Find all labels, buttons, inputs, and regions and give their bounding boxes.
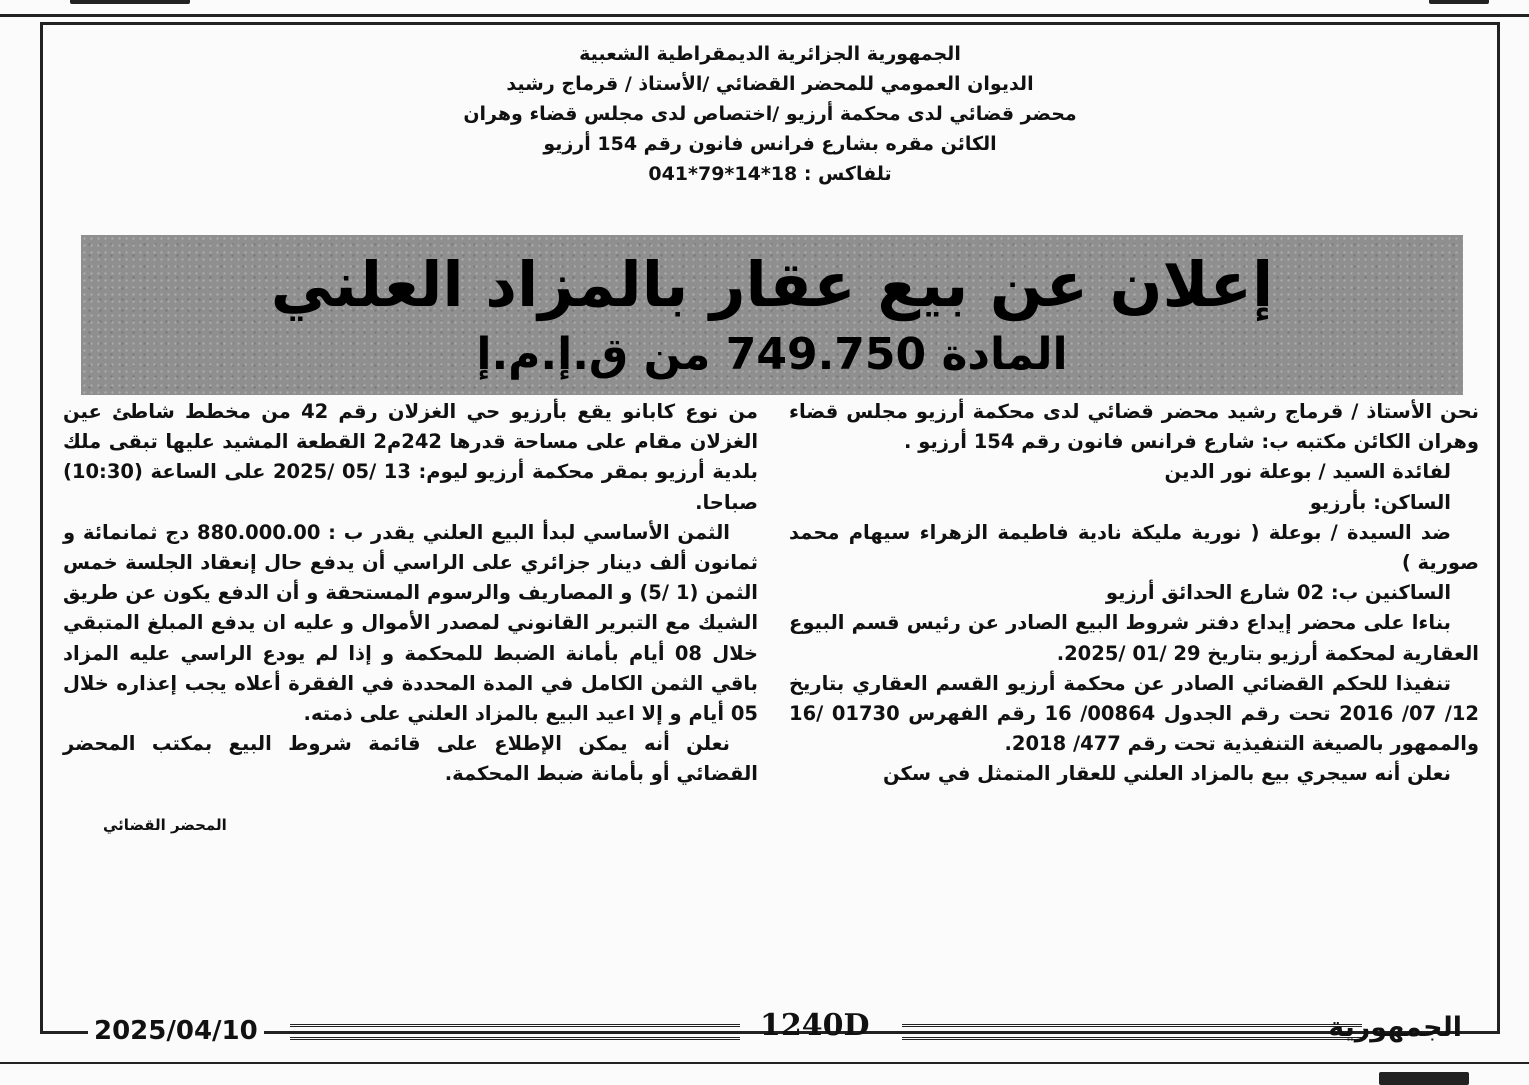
top-fragment-left bbox=[70, 0, 190, 4]
bottom-fragment bbox=[1379, 1072, 1469, 1085]
left-column bbox=[63, 397, 758, 840]
top-rule bbox=[0, 0, 1529, 17]
header-line-3: محضر قضائي لدى محكمة أرزيو /اختصاص لدى مجلس قضاء وهران bbox=[463, 103, 1077, 125]
header-line-5: تلفاكس : 18*14*79*041 bbox=[648, 163, 892, 185]
header-line-1: الجمهورية الجزائرية الديمقراطية الشعبية bbox=[579, 43, 961, 65]
paragraph: من نوع كابانو يقع بأرزيو حي الغزلان رقم 42 من مخطط شاطئ عين الغزلان مقام على مساحة قدرها 242م2 القطعة المشيد عليها تبقى ملك بلدية أرزيو بمقر محكمة أرزيو ليوم: 13 /05 /2025 على الساعة (10:30) صباحا. bbox=[63, 400, 758, 514]
paragraph: لفائدة السيد / بوعلة نور الدين bbox=[1164, 460, 1451, 484]
header-line-2: الديوان العمومي للمحضر القضائي /الأستاذ / قرماج رشيد bbox=[506, 73, 1034, 95]
right-column bbox=[789, 397, 1479, 790]
banner-subtitle: المادة 749.750 من ق.إ.م.إ bbox=[476, 329, 1068, 380]
paragraph: نحن الأستاذ / قرماج رشيد محضر قضائي لدى محكمة أرزيو مجلس قضاء وهران الكائن مكتبه ب: شارع فرانس فانون رقم 154 أرزيو . bbox=[789, 400, 1479, 454]
newspaper-brand: الجمهورية bbox=[1328, 1012, 1462, 1043]
footer-rule-right bbox=[902, 1024, 1362, 1040]
footer-code: 1240D bbox=[760, 1008, 870, 1043]
footer-rule-left bbox=[290, 1024, 740, 1040]
top-fragment-right bbox=[1429, 0, 1489, 4]
paragraph: الساكنين ب: 02 شارع الحدائق أرزيو bbox=[1105, 581, 1451, 605]
notice-frame bbox=[40, 22, 1500, 1034]
paragraph: تنفيذا للحكم القضائي الصادر عن محكمة أرزيو القسم العقاري بتاريخ 12/ 07/ 2016 تحت رقم الجدول 00864/ 16 رقم الفهرس 01730 /16 والممهور بالصيغة التنفيذية تحت رقم 477/ 2018. bbox=[789, 671, 1479, 756]
notice-header bbox=[43, 39, 1497, 189]
auction-banner bbox=[81, 235, 1463, 395]
banner-title: إعلان عن بيع عقار بالمزاد العلني bbox=[270, 248, 1274, 321]
page-footer bbox=[40, 1008, 1500, 1052]
footer-date: 2025/04/10 bbox=[88, 1016, 264, 1046]
bottom-rule bbox=[0, 1062, 1529, 1064]
paragraph: نعلن أنه سيجري بيع بالمزاد العلني للعقار المتمثل في سكن bbox=[883, 762, 1451, 786]
paragraph: ضد السيدة / بوعلة ( نورية مليكة نادية فاطيمة الزهراء سيهام محمد صورية ) bbox=[789, 520, 1479, 575]
paragraph: الثمن الأساسي لبدأ البيع العلني يقدر ب : 880.000.00 دج ثمانمائة و ثمانون ألف دينار جزائري على الراسي أن يدفع حال إنعقاد الجلسة خمس الثمن (1 /5) و المصاريف والرسوم المستحقة و أن الدفع يكون عن طريق الشيك مع التبرير القانوني لمصدر الأموال و عليه ان يدفع المبلغ المتبقي خلال 08 أيام بأمانة الضبط للمحكمة و إذا لم يودع الراسي عليه المزاد باقي الثمن الكامل في المدة المحددة في الفقرة أعلاه يجب إعذاره خلال 05 أيام و إلا اعيد البيع بالمزاد العلني على ذمته. bbox=[63, 520, 758, 726]
paragraph: بناءا على محضر إيداع دفتر شروط البيع الصادر عن رئيس قسم البيوع العقارية لمحكمة أرزيو بتاريخ 29 /01 /2025. bbox=[789, 611, 1479, 665]
paragraph: نعلن أنه يمكن الإطلاع على قائمة شروط البيع بمكتب المحضر القضائي أو بأمانة ضبط المحكمة. bbox=[63, 732, 758, 786]
header-line-4: الكائن مقره بشارع فرانس فانون رقم 154 أرزيو bbox=[543, 133, 997, 155]
paragraph: الساكن: بأرزيو bbox=[1309, 490, 1451, 514]
signature: المحضر القضائي bbox=[103, 815, 227, 834]
